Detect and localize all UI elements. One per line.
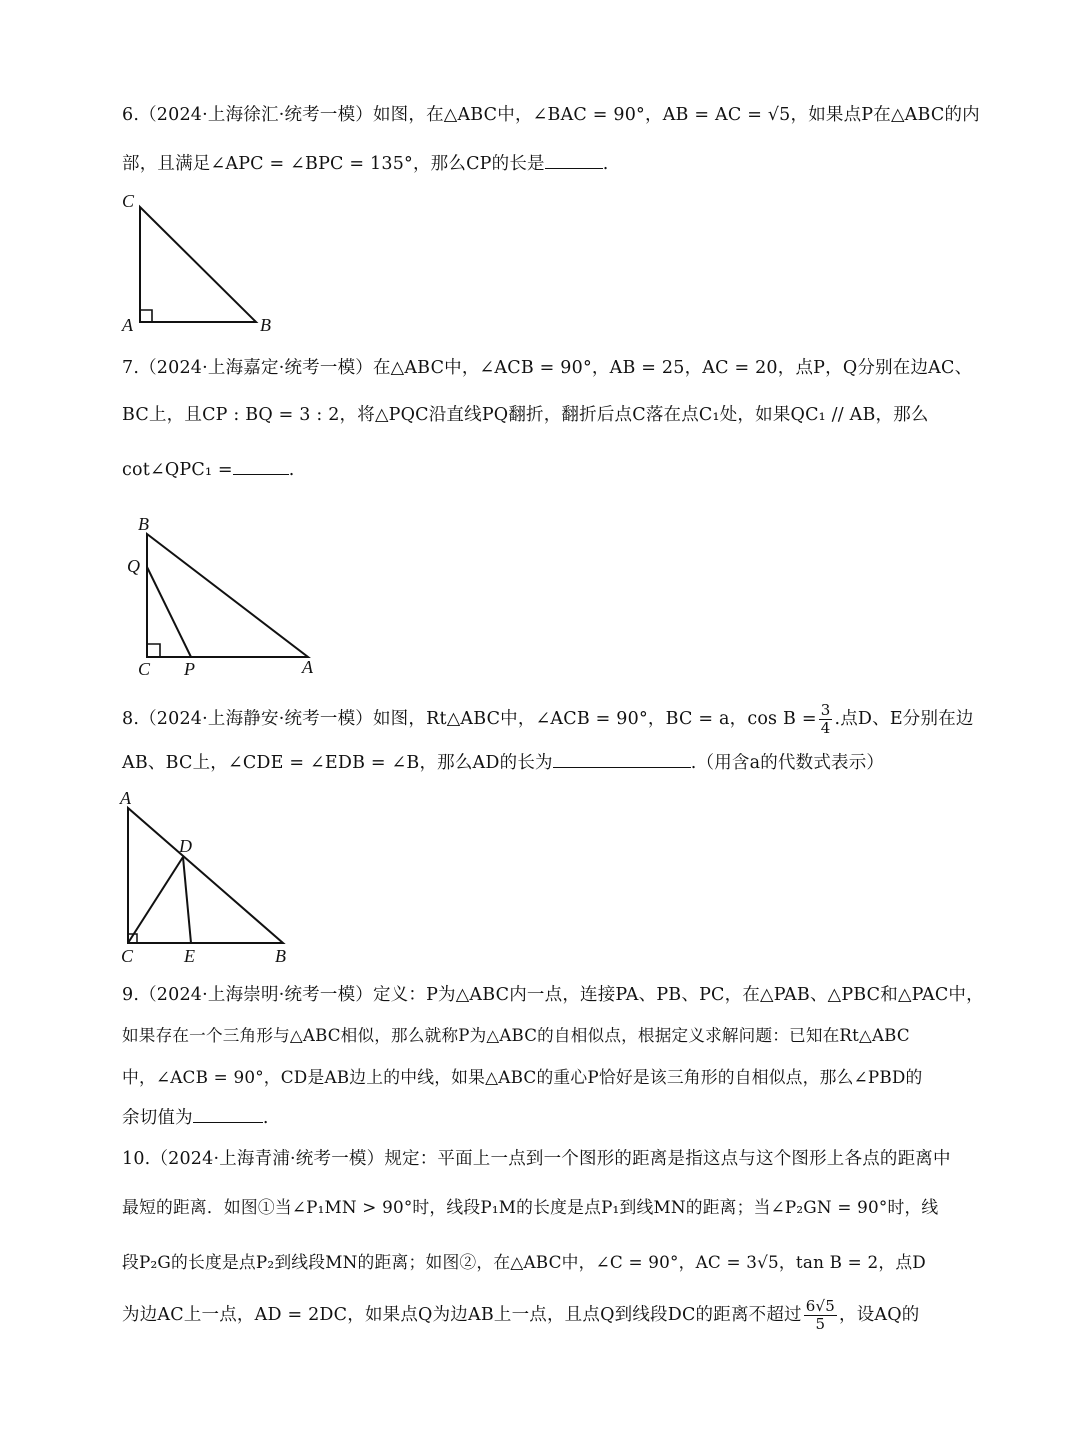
label-c: C	[122, 191, 135, 211]
problem-source: （2024·上海青浦·统考一模）	[150, 1149, 385, 1169]
problem-text: 段P₂G的长度是点P₂到线段MN的距离；如图②，在△ABC中，∠C = 90°，AC = 3√5，tan B = 2，点D	[122, 1252, 926, 1272]
problem-7-line-1: 7.（2024·上海嘉定·统考一模）在△ABC中，∠ACB = 90°，AB = 25，AC = 20，点P，Q分别在边AC、	[122, 358, 973, 378]
answer-blank[interactable]	[233, 458, 289, 475]
problem-text: 为边AC上一点，AD = 2DC，如果点Q为边AB上一点，且点Q到线段DC的距离不超过	[122, 1305, 802, 1325]
problem-text: 定义：P为△ABC内一点，连接PA、PB、PC，在△PAB、△PBC和△PAC中，	[372, 985, 984, 1005]
problem-number: 6	[122, 105, 134, 125]
segment-cd	[128, 857, 183, 943]
label-e: E	[184, 946, 195, 966]
problem-9-line-4: 余切值为 .	[122, 1108, 269, 1128]
problem-10-line-2	[122, 1195, 938, 1219]
problem-8-line-1: 8.（2024·上海静安·统考一模）如图，Rt△ABC中，∠ACB = 90°，BC = a，cos B = $\frac{3}{4}$ .点D、E分别在边	[122, 701, 974, 737]
problem-number: 8	[122, 709, 134, 729]
label-b: B	[260, 315, 271, 335]
problem-9-line-1: 9.（2024·上海崇明·统考一模）定义：P为△ABC内一点，连接PA、PB、PC，在△PAB、△PBC和△PAC中，	[122, 985, 984, 1005]
problem-number: 9	[122, 985, 134, 1005]
problem-text: cot∠QPC₁ =	[122, 460, 233, 480]
label-q: Q	[127, 556, 140, 576]
right-angle-mark	[140, 310, 152, 322]
triangle-abc	[147, 534, 308, 657]
problem-text: 部，且满足∠APC = ∠BPC = 135°，那么CP的长是	[122, 154, 545, 174]
problem-text: 如果存在一个三角形与△ABC相似，那么就称P为△ABC的自相似点，根据定义求解问题：已知在Rt△ABC	[122, 1026, 910, 1045]
problem-text: 余切值为	[122, 1108, 193, 1128]
problem-source: （2024·上海崇明·统考一模）	[139, 985, 373, 1005]
label-c: C	[121, 946, 134, 966]
problem-text: 如图，Rt△ABC中，∠ACB = 90°，BC = a，cos B =	[372, 709, 817, 729]
figure-problem-6	[110, 185, 290, 345]
answer-blank[interactable]	[545, 152, 603, 169]
problem-7-line-2	[122, 403, 929, 427]
problem-source: （2024·上海徐汇·统考一模）	[139, 105, 373, 125]
problem-10-line-4	[122, 1298, 920, 1333]
problem-10-line-3	[122, 1250, 926, 1274]
problem-text: 中，∠ACB = 90°，CD是AB边上的中线，如果△ABC的重心P恰好是该三角形的自相似点，那么∠PBD的	[122, 1067, 923, 1087]
problem-text: .点D、E分别在边	[834, 709, 974, 729]
label-b: B	[275, 946, 286, 966]
label-p: P	[184, 659, 195, 679]
problem-text: BC上，且CP : BQ = 3 : 2，将△PQC沿直线PQ翻折，翻折后点C落在点C₁处，如果QC₁ // AB，那么	[122, 405, 929, 425]
problem-text: AB、BC上，∠CDE = ∠EDB = ∠B，那么AD的长为	[122, 753, 553, 773]
problem-6-line-2: 部，且满足∠APC = ∠BPC = 135°，那么CP的长是 .	[122, 154, 609, 174]
label-d: D	[179, 836, 192, 856]
problem-text: 在△ABC中，∠ACB = 90°，AB = 25，AC = 20，点P，Q分别在边AC、	[372, 358, 973, 378]
label-a: A	[302, 657, 313, 677]
fraction-three-quarters: $\frac{3}{4}$	[820, 701, 831, 737]
problem-9-line-2	[122, 1024, 910, 1048]
label-a: A	[122, 315, 133, 335]
right-angle-mark	[147, 644, 160, 657]
answer-blank[interactable]	[553, 751, 691, 768]
label-a: A	[120, 788, 131, 808]
answer-blank[interactable]	[193, 1106, 263, 1123]
fraction-six-root-five-over-five: $\frac{6√5}{5}$	[805, 1297, 836, 1333]
problem-source: （2024·上海静安·统考一模）	[139, 709, 373, 729]
problem-text: 如图，在△ABC中，∠BAC = 90°，AB = AC = √5，如果点P在△ABC的内	[372, 105, 980, 125]
triangle-abc	[140, 207, 256, 322]
segment-de	[183, 857, 191, 943]
triangle-abc	[128, 808, 283, 943]
problem-8-line-2: AB、BC上，∠CDE = ∠EDB = ∠B，那么AD的长为 .（用含a的代数式表示）	[122, 753, 885, 773]
problem-7-line-3: cot∠QPC₁ = .	[122, 460, 295, 480]
problem-6-line-1: 6.（2024·上海徐汇·统考一模）如图，在△ABC中，∠BAC = 90°，AB = AC = √5，如果点P在△ABC的内	[122, 105, 980, 125]
problem-10-line-1: 10.（2024·上海青浦·统考一模）规定：平面上一点到一个图形的距离是指这点与这个图形上各点的距离中	[122, 1149, 951, 1169]
figure-problem-8	[115, 788, 305, 968]
problem-text: ，设AQ的	[839, 1305, 920, 1325]
label-b: B	[138, 514, 149, 534]
label-c: C	[138, 659, 151, 679]
problem-number: 10	[122, 1149, 145, 1169]
figure-problem-7	[118, 510, 328, 680]
problem-source: （2024·上海嘉定·统考一模）	[139, 358, 373, 378]
problem-9-line-3	[122, 1065, 923, 1089]
problem-text: 最短的距离．如图①当∠P₁MN > 90°时，线段P₁M的长度是点P₁到线MN的距离；当∠P₂GN = 90°时，线	[122, 1197, 939, 1217]
problem-text: 规定：平面上一点到一个图形的距离是指这点与这个图形上各点的距离中	[384, 1149, 951, 1169]
problem-number: 7	[122, 358, 134, 378]
